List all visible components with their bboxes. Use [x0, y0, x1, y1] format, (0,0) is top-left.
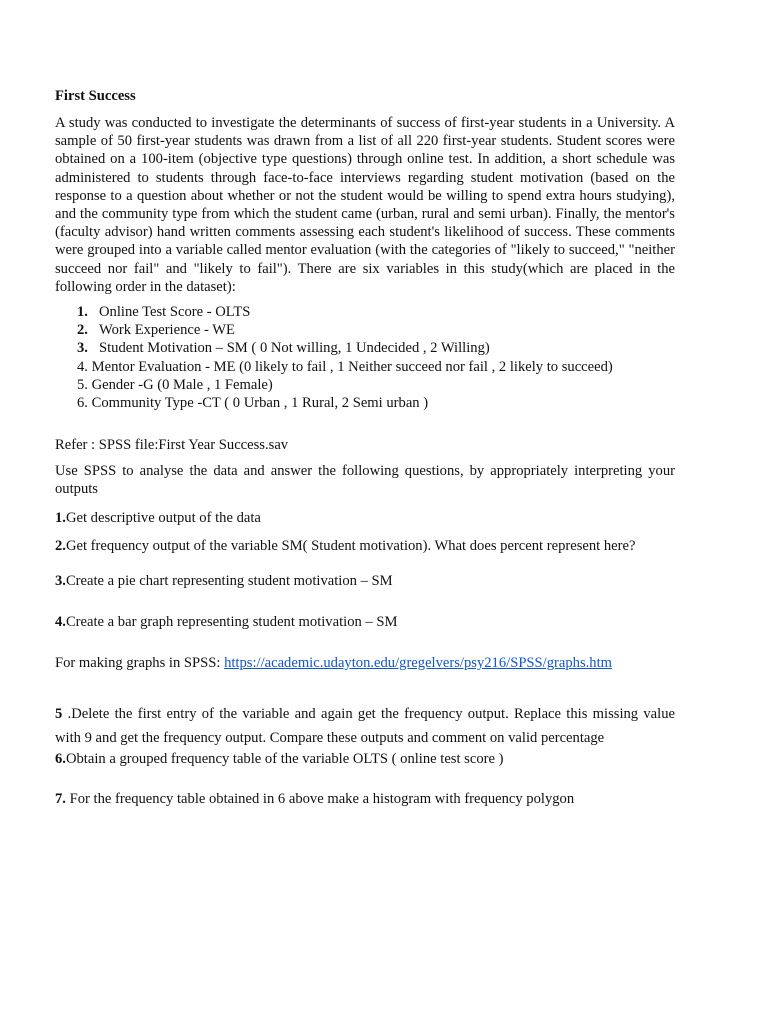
list-item: 6. Community Type -CT ( 0 Urban , 1 Rural, 2 Semi urban )	[77, 395, 429, 412]
question-7: 7. For the frequency table obtained in 6 above make a histogram with frequency polygon	[55, 790, 575, 807]
question-3: 3.Create a pie chart representing student motivation – SM	[55, 572, 393, 589]
question-2: 2.Get frequency output of the variable SM( Student motivation). What does percent represent here?	[55, 537, 636, 554]
document-page	[55, 86, 675, 808]
question-5: 5 .Delete the first entry of the variable and again get the frequency output. Replace this missing value with 9 and get the frequency output. Compare these outputs and comment on valid percentage	[55, 705, 675, 746]
instructions-paragraph: Use SPSS to analyse the data and answer the following questions, by appropriately interpreting your outputs	[55, 463, 675, 498]
graphs-link[interactable]: https://academic.udayton.edu/gregelvers/psy216/SPSS/graphs.htm	[224, 654, 612, 671]
list-item: 1. Online Test Score - OLTS	[77, 304, 251, 321]
document-title: First Success	[55, 88, 136, 104]
question-1: 1.Get descriptive output of the data	[55, 509, 261, 526]
list-item: 4. Mentor Evaluation - ME (0 likely to fail , 1 Neither succeed nor fail , 2 likely to succeed)	[77, 358, 613, 375]
list-item: 2. Work Experience - WE	[77, 322, 235, 339]
variable-list	[55, 303, 675, 412]
list-item: 3. Student Motivation – SM ( 0 Not willing, 1 Undecided , 2 Willing)	[77, 340, 490, 357]
question-4: 4.Create a bar graph representing student motivation – SM	[55, 613, 398, 630]
list-item: 5. Gender -G (0 Male , 1 Female)	[77, 376, 273, 393]
intro-paragraph: A study was conducted to investigate the determinants of success of first-year students in a University. A sample of 50 first-year students was drawn from a list of all 220 first-year students. Student scores were obtained on a 100-item (objective type questions) through online test. In addition, a short schedule was administered to students through face-to-face interviews regarding student motivation (based on the response to a question about whether or not the student would be willing to spend extra hours studying), and the community type from which the student came (urban, rural and semi urban). Finally, the mentor's (faculty advisor) hand written comments assessing each student's likelihood of success. These comments were grouped into a variable called mentor evaluation (with the categories of "likely to succeed," "neither succeed nor fail" and "likely to fail"). There are six variables in this study(which are placed in the following order in the dataset):	[55, 115, 675, 295]
graphs-reference: For making graphs in SPSS: https://academic.udayton.edu/gregelvers/psy216/SPSS/graphs.htm	[55, 654, 612, 671]
refer-line: Refer : SPSS file:First Year Success.sav	[55, 437, 289, 454]
question-6: 6.Obtain a grouped frequency table of the variable OLTS ( online test score )	[55, 750, 504, 767]
